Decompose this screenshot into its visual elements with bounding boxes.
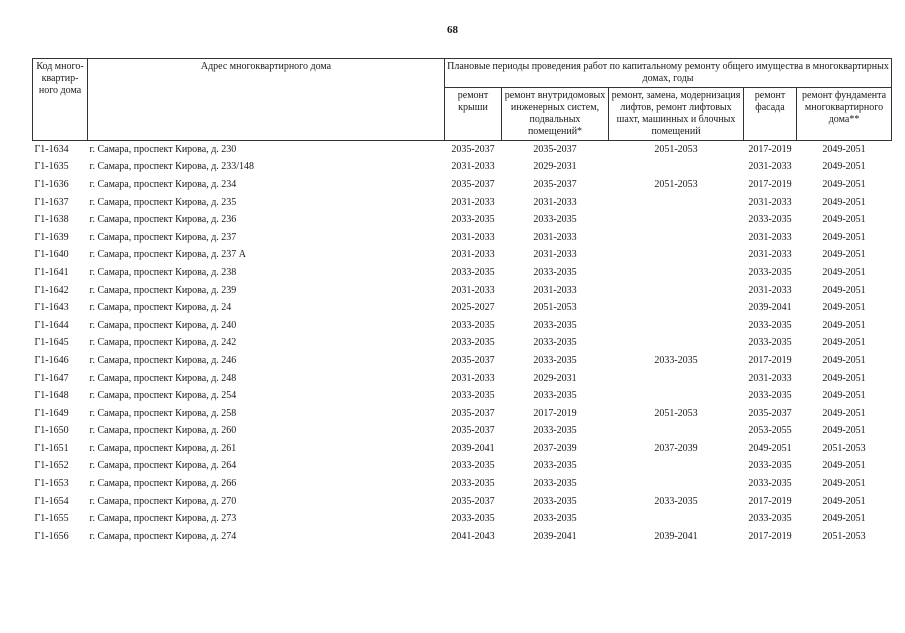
foundation-period: 2049-2051 <box>822 143 866 155</box>
table-row <box>33 317 892 335</box>
foundation-period: 2049-2051 <box>822 178 866 190</box>
engineering-period: 2031-2033 <box>533 196 577 208</box>
engineering-period: 2029-2031 <box>533 161 577 173</box>
foundation-period: 2049-2051 <box>822 302 866 314</box>
roof-period: 2031-2033 <box>451 372 495 384</box>
engineering-period: 2031-2033 <box>533 249 577 261</box>
roof-period: 2033-2035 <box>451 478 495 490</box>
facade-period: 2017-2019 <box>748 495 792 507</box>
page-number: 68 <box>447 24 458 36</box>
house-code: Г1-1647 <box>34 372 69 384</box>
engineering-period: 2033-2035 <box>533 478 577 490</box>
house-code: Г1-1638 <box>34 214 69 226</box>
foundation-period: 2049-2051 <box>822 513 866 525</box>
elevator-period: 2033-2035 <box>654 495 698 507</box>
house-code: Г1-1656 <box>34 530 69 542</box>
foundation-period: 2049-2051 <box>822 478 866 490</box>
elevator-period: 2051-2053 <box>654 407 698 419</box>
house-code: Г1-1637 <box>34 196 69 208</box>
table-row <box>33 440 892 458</box>
roof-period: 2041-2043 <box>451 530 495 542</box>
engineering-period: 2035-2037 <box>533 178 577 190</box>
table-row <box>33 528 892 546</box>
header-elevators: ремонт, замена, модернизация лифтов, ремонт лифтовых шахт, машинных и блочных помещений <box>609 88 744 141</box>
foundation-period: 2049-2051 <box>822 460 866 472</box>
facade-period: 2033-2035 <box>748 390 792 402</box>
engineering-period: 2037-2039 <box>533 442 577 454</box>
foundation-period: 2051-2053 <box>822 442 866 454</box>
engineering-period: 2033-2035 <box>533 214 577 226</box>
roof-period: 2031-2033 <box>451 231 495 243</box>
header-address: Адрес многоквартирного дома <box>88 59 445 141</box>
house-address: г. Самара, проспект Кирова, д. 237 А <box>89 249 247 261</box>
roof-period: 2031-2033 <box>451 196 495 208</box>
house-address: г. Самара, проспект Кирова, д. 246 <box>89 354 237 366</box>
roof-period: 2025-2027 <box>451 302 495 314</box>
house-address: г. Самара, проспект Кирова, д. 242 <box>89 337 237 349</box>
engineering-period: 2033-2035 <box>533 513 577 525</box>
engineering-period: 2033-2035 <box>533 495 577 507</box>
elevator-period: 2039-2041 <box>654 530 698 542</box>
facade-period: 2033-2035 <box>748 214 792 226</box>
house-address: г. Самара, проспект Кирова, д. 237 <box>89 231 237 243</box>
engineering-period: 2033-2035 <box>533 460 577 472</box>
facade-period: 2031-2033 <box>748 372 792 384</box>
engineering-period: 2033-2035 <box>533 319 577 331</box>
house-address: г. Самара, проспект Кирова, д. 248 <box>89 372 237 384</box>
elevator-period <box>609 370 744 388</box>
house-code: Г1-1645 <box>34 337 69 349</box>
house-address: г. Самара, проспект Кирова, д. 230 <box>89 143 237 155</box>
elevator-period <box>609 264 744 282</box>
table-row <box>33 335 892 353</box>
table-row <box>33 475 892 493</box>
facade-period: 2031-2033 <box>748 196 792 208</box>
elevator-period <box>609 387 744 405</box>
facade-period: 2049-2051 <box>748 442 792 454</box>
house-address: г. Самара, проспект Кирова, д. 239 <box>89 284 237 296</box>
house-address: г. Самара, проспект Кирова, д. 254 <box>89 390 237 402</box>
house-code: Г1-1639 <box>34 231 69 243</box>
engineering-period: 2039-2041 <box>533 530 577 542</box>
house-address: г. Самара, проспект Кирова, д. 273 <box>89 513 237 525</box>
roof-period: 2033-2035 <box>451 266 495 278</box>
facade-period: 2033-2035 <box>748 337 792 349</box>
roof-period: 2031-2033 <box>451 161 495 173</box>
elevator-period: 2051-2053 <box>654 143 698 155</box>
engineering-period: 2029-2031 <box>533 372 577 384</box>
facade-period: 2039-2041 <box>748 302 792 314</box>
house-address: г. Самара, проспект Кирова, д. 258 <box>89 407 237 419</box>
foundation-period: 2049-2051 <box>822 495 866 507</box>
facade-period: 2033-2035 <box>748 478 792 490</box>
foundation-period: 2049-2051 <box>822 214 866 226</box>
house-code: Г1-1654 <box>34 495 69 507</box>
header-facade: ремонт фасада <box>744 88 797 141</box>
header-foundation: ремонт фундамента многоквартирного дома** <box>797 88 892 141</box>
foundation-period: 2049-2051 <box>822 425 866 437</box>
roof-period: 2035-2037 <box>451 354 495 366</box>
table-row <box>33 387 892 405</box>
house-code: Г1-1646 <box>34 354 69 366</box>
house-address: г. Самара, проспект Кирова, д. 260 <box>89 425 237 437</box>
engineering-period: 2033-2035 <box>533 337 577 349</box>
foundation-period: 2049-2051 <box>822 231 866 243</box>
header-engineering: ремонт внутридомовых инженерных систем, подвальных помещений* <box>502 88 609 141</box>
table-body <box>33 141 892 546</box>
engineering-period: 2033-2035 <box>533 390 577 402</box>
table-row <box>33 352 892 370</box>
roof-period: 2035-2037 <box>451 143 495 155</box>
facade-period: 2017-2019 <box>748 530 792 542</box>
house-code: Г1-1651 <box>34 442 69 454</box>
engineering-period: 2031-2033 <box>533 284 577 296</box>
elevator-period <box>609 299 744 317</box>
roof-period: 2039-2041 <box>451 442 495 454</box>
engineering-period: 2051-2053 <box>533 302 577 314</box>
table-row <box>33 247 892 265</box>
foundation-period: 2049-2051 <box>822 354 866 366</box>
roof-period: 2033-2035 <box>451 337 495 349</box>
table-row <box>33 211 892 229</box>
facade-period: 2031-2033 <box>748 284 792 296</box>
house-code: Г1-1641 <box>34 266 69 278</box>
header-code: Код много-квартир-ного дома <box>33 59 88 141</box>
house-address: г. Самара, проспект Кирова, д. 261 <box>89 442 237 454</box>
elevator-period: 2033-2035 <box>654 354 698 366</box>
elevator-period <box>609 194 744 212</box>
facade-period: 2033-2035 <box>748 513 792 525</box>
elevator-period <box>609 475 744 493</box>
house-address: г. Самара, проспект Кирова, д. 238 <box>89 266 237 278</box>
elevator-period <box>609 211 744 229</box>
house-code: Г1-1635 <box>34 161 69 173</box>
elevator-period <box>609 458 744 476</box>
header-periods: Плановые периоды проведения работ по капитальному ремонту общего имущества в многоквартирных домах, годы <box>445 59 892 88</box>
roof-period: 2033-2035 <box>451 319 495 331</box>
foundation-period: 2051-2053 <box>822 530 866 542</box>
table-row <box>33 423 892 441</box>
table-row <box>33 194 892 212</box>
foundation-period: 2049-2051 <box>822 161 866 173</box>
house-code: Г1-1643 <box>34 302 69 314</box>
elevator-period <box>609 282 744 300</box>
facade-period: 2017-2019 <box>748 178 792 190</box>
engineering-period: 2033-2035 <box>533 425 577 437</box>
facade-period: 2035-2037 <box>748 407 792 419</box>
elevator-period <box>609 510 744 528</box>
foundation-period: 2049-2051 <box>822 196 866 208</box>
engineering-period: 2035-2037 <box>533 143 577 155</box>
table-row <box>33 299 892 317</box>
roof-period: 2035-2037 <box>451 425 495 437</box>
table-row <box>33 229 892 247</box>
roof-period: 2035-2037 <box>451 495 495 507</box>
facade-period: 2031-2033 <box>748 161 792 173</box>
house-address: г. Самара, проспект Кирова, д. 235 <box>89 196 237 208</box>
facade-period: 2017-2019 <box>748 143 792 155</box>
table-row <box>33 458 892 476</box>
foundation-period: 2049-2051 <box>822 284 866 296</box>
foundation-period: 2049-2051 <box>822 266 866 278</box>
house-code: Г1-1634 <box>34 143 69 155</box>
elevator-period <box>609 335 744 353</box>
house-address: г. Самара, проспект Кирова, д. 234 <box>89 178 237 190</box>
elevator-period <box>609 159 744 177</box>
house-code: Г1-1653 <box>34 478 69 490</box>
house-address: г. Самара, проспект Кирова, д. 236 <box>89 214 237 226</box>
house-address: г. Самара, проспект Кирова, д. 233/148 <box>89 161 255 173</box>
header-row-top <box>33 59 892 88</box>
foundation-period: 2049-2051 <box>822 249 866 261</box>
house-address: г. Самара, проспект Кирова, д. 240 <box>89 319 237 331</box>
table-row <box>33 493 892 511</box>
header-roof: ремонт крыши <box>445 88 502 141</box>
house-code: Г1-1644 <box>34 319 69 331</box>
roof-period: 2031-2033 <box>451 249 495 261</box>
repair-schedule-table <box>32 58 892 546</box>
house-address: г. Самара, проспект Кирова, д. 264 <box>89 460 237 472</box>
facade-period: 2017-2019 <box>748 354 792 366</box>
house-address: г. Самара, проспект Кирова, д. 266 <box>89 478 237 490</box>
elevator-period <box>609 247 744 265</box>
facade-period: 2053-2055 <box>748 425 792 437</box>
roof-period: 2033-2035 <box>451 390 495 402</box>
table-row <box>33 141 892 159</box>
house-code: Г1-1642 <box>34 284 69 296</box>
engineering-period: 2017-2019 <box>533 407 577 419</box>
foundation-period: 2049-2051 <box>822 390 866 402</box>
roof-period: 2031-2033 <box>451 284 495 296</box>
facade-period: 2033-2035 <box>748 460 792 472</box>
table-row <box>33 510 892 528</box>
foundation-period: 2049-2051 <box>822 372 866 384</box>
table-row <box>33 264 892 282</box>
table-row <box>33 370 892 388</box>
facade-period: 2031-2033 <box>748 249 792 261</box>
house-code: Г1-1640 <box>34 249 69 261</box>
house-code: Г1-1648 <box>34 390 69 402</box>
table-row <box>33 282 892 300</box>
table-row <box>33 405 892 423</box>
roof-period: 2033-2035 <box>451 513 495 525</box>
roof-period: 2035-2037 <box>451 178 495 190</box>
facade-period: 2033-2035 <box>748 319 792 331</box>
elevator-period <box>609 423 744 441</box>
foundation-period: 2049-2051 <box>822 319 866 331</box>
table-row <box>33 159 892 177</box>
elevator-period <box>609 317 744 335</box>
elevator-period: 2037-2039 <box>654 442 698 454</box>
house-address: г. Самара, проспект Кирова, д. 274 <box>89 530 237 542</box>
engineering-period: 2033-2035 <box>533 354 577 366</box>
elevator-period <box>609 229 744 247</box>
facade-period: 2033-2035 <box>748 266 792 278</box>
table-row <box>33 176 892 194</box>
roof-period: 2033-2035 <box>451 214 495 226</box>
elevator-period: 2051-2053 <box>654 178 698 190</box>
facade-period: 2031-2033 <box>748 231 792 243</box>
house-address: г. Самара, проспект Кирова, д. 270 <box>89 495 237 507</box>
foundation-period: 2049-2051 <box>822 337 866 349</box>
foundation-period: 2049-2051 <box>822 407 866 419</box>
house-code: Г1-1636 <box>34 178 69 190</box>
house-code: Г1-1652 <box>34 460 69 472</box>
house-code: Г1-1649 <box>34 407 69 419</box>
engineering-period: 2031-2033 <box>533 231 577 243</box>
roof-period: 2035-2037 <box>451 407 495 419</box>
roof-period: 2033-2035 <box>451 460 495 472</box>
engineering-period: 2033-2035 <box>533 266 577 278</box>
house-code: Г1-1650 <box>34 425 69 437</box>
house-address: г. Самара, проспект Кирова, д. 24 <box>89 302 232 314</box>
house-code: Г1-1655 <box>34 513 69 525</box>
